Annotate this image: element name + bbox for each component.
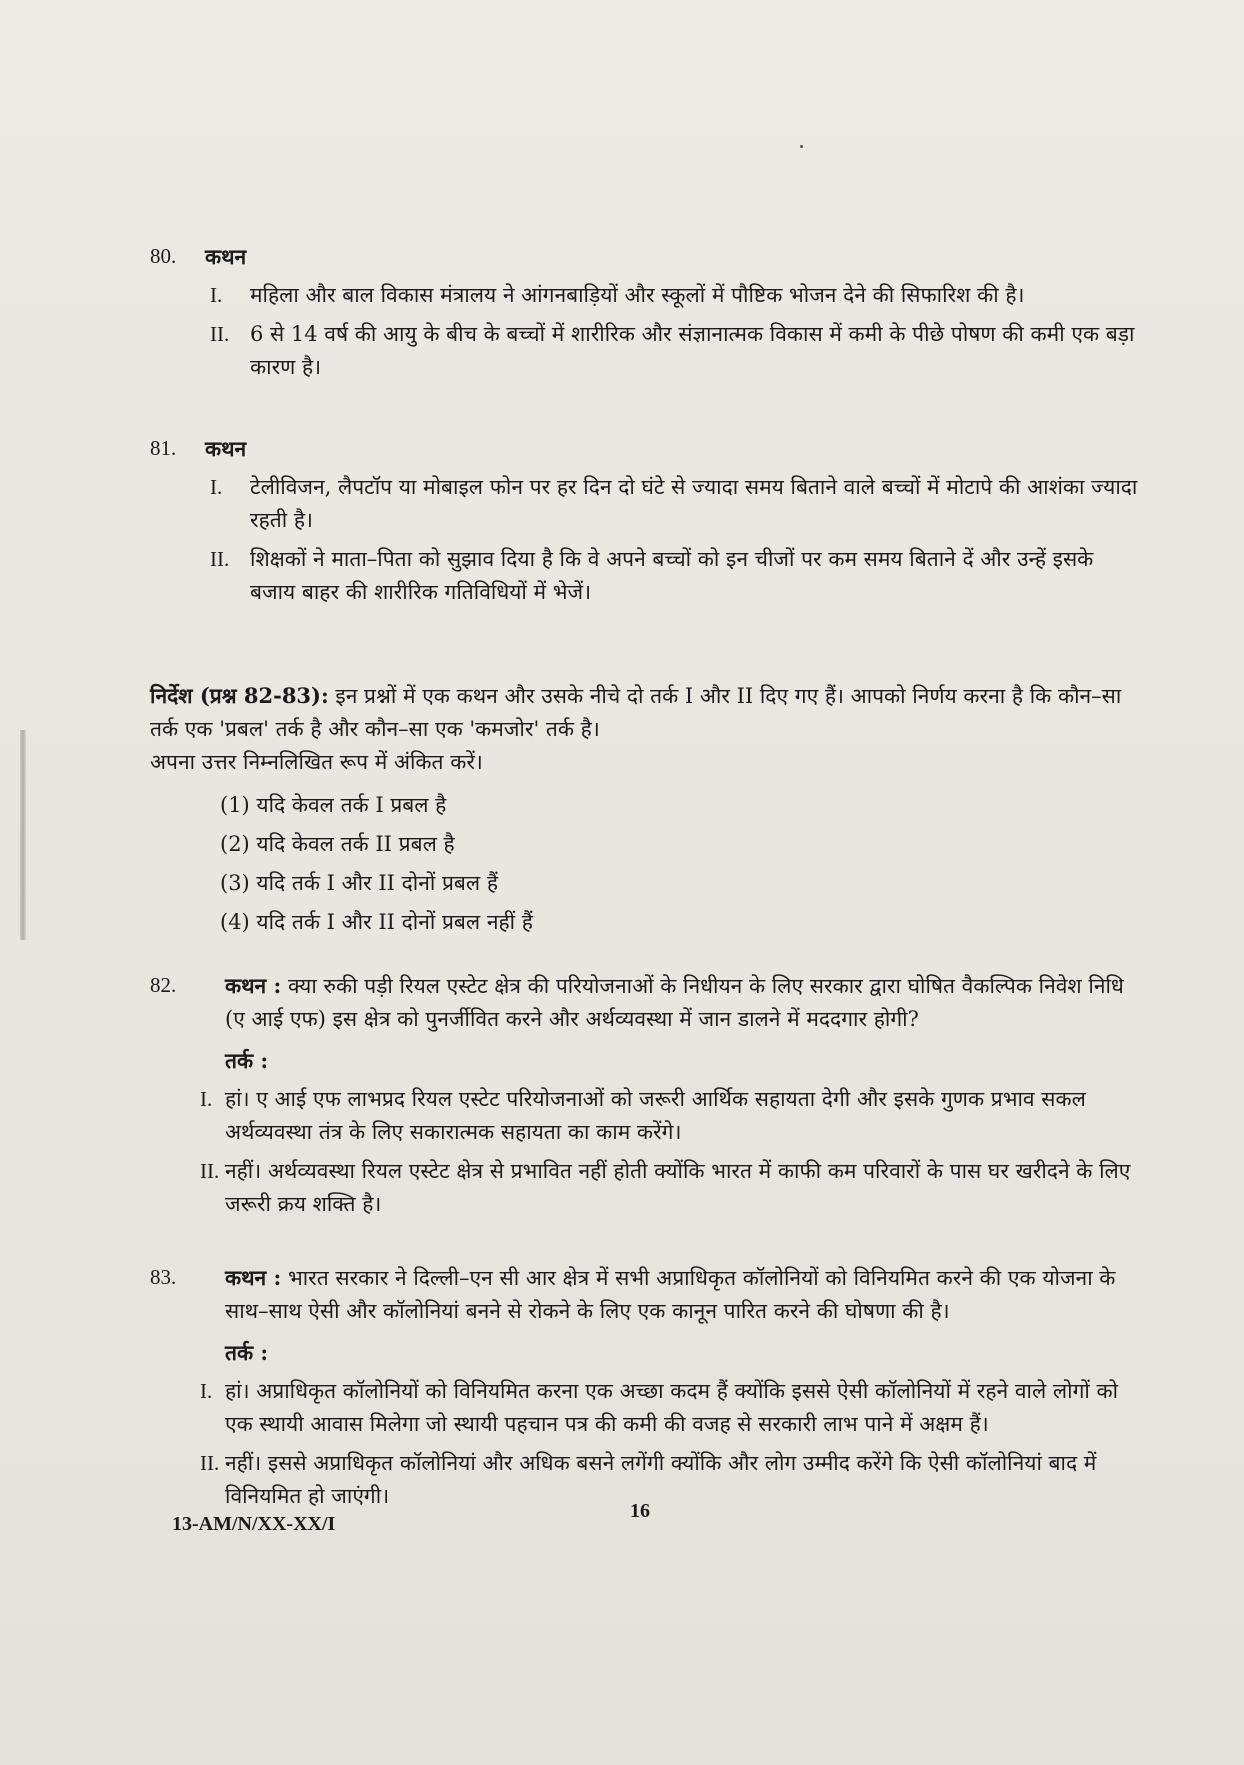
- content: [150, 240, 1140, 1551]
- question-83: [150, 1261, 1140, 1513]
- item-text: शिक्षकों ने माता–पिता को सुझाव दिया है कि वे अपने बच्चों को इन चीजों पर कम समय बिताने दें और उन्हें इसके बजाय बाहर की शारीरिक गतिविधियों में भेजें।: [250, 547, 1094, 604]
- item-number: II.: [200, 1159, 220, 1183]
- item-text: महिला और बाल विकास मंत्रालय ने आंगनबाड़ियों और स्कूलों में पौष्टिक भोजन देने की सिफारिश की है।: [250, 283, 1025, 307]
- statement-heading: कथन: [205, 436, 247, 461]
- answer-option: (1) यदि केवल तर्क I प्रबल है: [220, 793, 447, 817]
- item-text: नहीं। इससे अप्राधिकृत कॉलोनियां और अधिक बसने लगेंगी क्योंकि और लोग उम्मीद करेंगे कि ऐसी कॉलोनियां बाद में विनियमित हो जाएंगी।: [225, 1451, 1097, 1508]
- directions-heading: निर्देश (प्रश्न 82-83):: [150, 683, 329, 708]
- item-number: I.: [210, 475, 223, 499]
- item-number: I.: [210, 283, 223, 307]
- statement-heading: कथन: [205, 244, 247, 269]
- statement-label: कथन :: [225, 1265, 282, 1290]
- statement-label: कथन :: [225, 973, 282, 998]
- statement-text: क्या रुकी पड़ी रियल एस्टेट क्षेत्र की परियोजनाओं के निधीयन के लिए सरकार द्वारा घोषित वैकल्पिक निवेश निधि (ए आई एफ) इस क्षेत्र को पुनर्जीवित करने और अर्थव्यवस्था में जान डालने में मददगार होगी?: [225, 974, 1124, 1031]
- argument-item: [200, 1447, 1140, 1513]
- arguments-label: तर्क :: [225, 1340, 269, 1365]
- argument-item: [200, 1083, 1140, 1149]
- item-text: 6 से 14 वर्ष की आयु के बीच के बच्चों में शारीरिक और संज्ञानात्मक विकास में कमी के पीछे पोषण की कमी एक बड़ा कारण है।: [250, 322, 1135, 379]
- question-number: 82.: [150, 973, 177, 997]
- item-text: नहीं। अर्थव्यवस्था रियल एस्टेट क्षेत्र से प्रभावित नहीं होती क्योंकि भारत में काफी कम परिवारों के पास घर खरीदने के लिए जरूरी क्रय शक्ति है।: [225, 1159, 1131, 1216]
- item-text: हां। अप्राधिकृत कॉलोनियों को विनियमित करना एक अच्छा कदम हैं क्योंकि इससे ऐसी कॉलोनियों में रहने वाले लोगों को एक स्थायी आवास मिलेगा जो स्थायी पहचान पत्र की कमी की वजह से सरकारी लाभ पाने में अक्षम हैं।: [225, 1379, 1119, 1436]
- answer-option: (4) यदि तर्क I और II दोनों प्रबल नहीं हैं: [220, 910, 533, 934]
- statement-item: [210, 471, 1140, 537]
- answer-options: [220, 789, 1140, 939]
- binding-shadow: [20, 730, 26, 940]
- answer-option: (2) यदि केवल तर्क II प्रबल है: [220, 832, 455, 856]
- question-number: 80.: [150, 244, 177, 268]
- question-81: [150, 432, 1140, 609]
- booklet-code: 13-AM/N/XX-XX/I: [172, 1513, 336, 1535]
- directions: [150, 679, 1140, 779]
- speck: [800, 145, 803, 148]
- arguments-label: तर्क :: [225, 1048, 269, 1073]
- argument-item: [200, 1375, 1140, 1441]
- question-82: [150, 969, 1140, 1221]
- statement-text: भारत सरकार ने दिल्ली–एन सी आर क्षेत्र में सभी अप्राधिकृत कॉलोनियों को विनियमित करने की एक योजना के साथ–साथ ऐसी और कॉलोनियां बनने से रोकने के लिए एक कानून पारित करने की घोषणा की है।: [225, 1266, 1116, 1323]
- item-number: II.: [200, 1451, 220, 1475]
- directions-instruction: अपना उत्तर निम्नलिखित रूप में अंकित करें।: [150, 750, 483, 774]
- question-number: 81.: [150, 436, 177, 460]
- statement: [225, 969, 1140, 1036]
- directions-text: इन प्रश्नों में एक कथन और उसके नीचे दो तर्क I और II दिए गए हैं। आपको निर्णय करना है कि कौन–सा तर्क एक 'प्रबल' तर्क है और कौन–सा एक 'कमजोर' तर्क है।: [150, 684, 1122, 741]
- item-number: I.: [200, 1379, 213, 1403]
- statement-item: [210, 543, 1140, 609]
- item-number: II.: [210, 322, 230, 346]
- answer-option: (3) यदि तर्क I और II दोनों प्रबल हैं: [220, 871, 498, 895]
- question-80: [150, 240, 1140, 384]
- statement-item: [210, 318, 1140, 384]
- item-number: II.: [210, 547, 230, 571]
- question-number: 83.: [150, 1265, 177, 1289]
- item-text: टेलीविजन, लैपटॉप या मोबाइल फोन पर हर दिन दो घंटे से ज्यादा समय बिताने वाले बच्चों में मोटापे की आशंका ज्यादा रहती है।: [250, 475, 1138, 532]
- item-text: हां। ए आई एफ लाभप्रद रियल एस्टेट परियोजनाओं को जरूरी आर्थिक सहायता देगी और इसके गुणक प्रभाव सकल अर्थव्यवस्था तंत्र के लिए सकारात्मक सहायता का काम करेंगे।: [225, 1087, 1086, 1144]
- statement: [225, 1261, 1140, 1328]
- statement-item: [210, 279, 1140, 312]
- page-number: 16: [630, 1500, 650, 1522]
- argument-item: [200, 1155, 1140, 1221]
- item-number: I.: [200, 1087, 213, 1111]
